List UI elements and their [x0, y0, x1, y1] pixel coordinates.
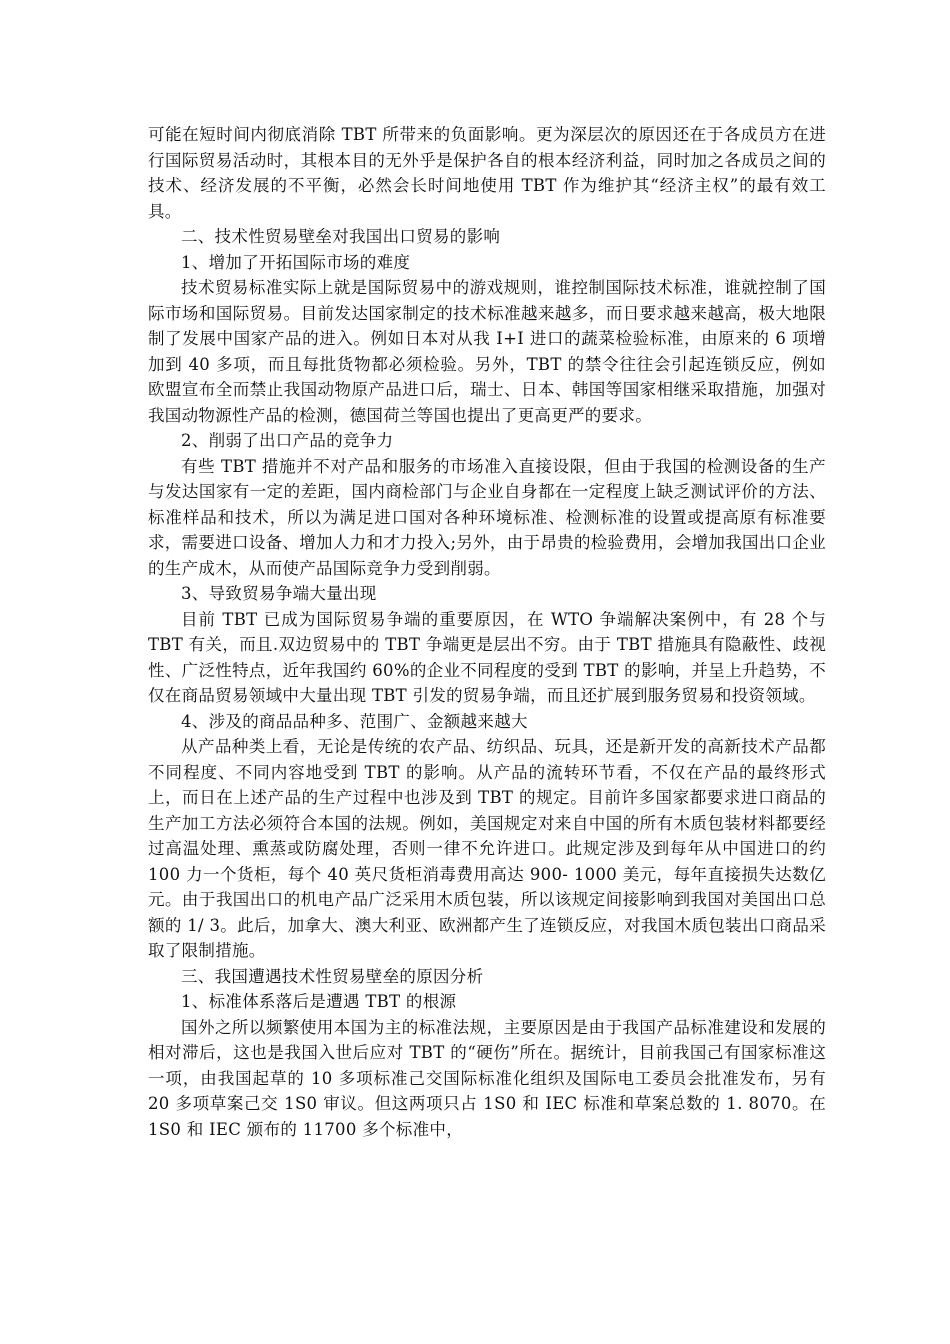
paragraph-2-3: 目前 TBT 已成为国际贸易争端的重要原因，在 WTO 争端解决案例中，有 28 个与 TBT 有关，而且.双边贸易中的 TBT 争端更是层出不穷。由于 TBT 措施具有隐蔽性、歧视性、广泛性特点，近年我国约 60%的企业不同程度的受到 TBT 的影响，并呈上升趋势，不仅在商品贸易领域中大量出现 TBT 引发的贸易争端，而且还扩展到服务贸易和投资领域。 — [148, 609, 826, 705]
subheading-2-3: 3、导致贸易争端大量出现 — [181, 584, 377, 603]
paragraph-2-4: 从产品种类上看，无论是传统的农产品、纺织品、玩具，还是新开发的高新技术产品都不同程度、不同内容地受到 TBT 的影响。从产品的流转环节看，不仅在产品的最终形式上，而日在上述产品的生产过程中也涉及到 TBT 的规定。目前许多国家都要求进口商品的生产加工方法必须符合本国的法规。例如，美国规定对来自中国的所有木质包装材料都要经过高温处理、熏蒸或防腐处理，否则一律不允许进口。此规定涉及到每年从中国进口的约 100 力一个货柜，每个 40 英尺货柜消毒费用高达 900- 1000 美元，每年直接损失达数亿元。由于我国出口的机电产品广泛采用木质包装，所以该规定间接影响到我国对美国出口总额的 1/ 3。此后，加拿大、澳大利亚、欧洲都产生了连锁反应，对我国木质包装出口商品采取了限制措施。 — [148, 737, 826, 960]
subheading-2-4: 4、涉及的商品品种多、范围广、金额越来越大 — [181, 711, 528, 731]
subheading-2-1: 1、增加了开拓国际市场的难度 — [181, 252, 411, 272]
paragraph-3-1: 国外之所以频繁使用本国为主的标准法规，主要原因是由于我国产品标准建设和发展的相对滞后，这也是我国入世后应对 TBT 的“硬伤”所在。据统计，目前我国己有国家标准这一项，由我国起草的 10 多项标准己交国际标准化组织及国际电工委员会批准发布，另有 20 多项草案己交 1S0 审议。但这两项只占 1S0 和 IEC 标准和草案总数的 1. 8070。在 1S0 和 IEC 颁布的 11700 多个标准中， — [148, 1017, 826, 1139]
paragraph-2-2: 有些 TBT 措施并不对产品和服务的市场准入直接设限，但由于我国的检测设备的生产与发达国家有一定的差距，国内商检部门与企业自身都在一定程度上缺乏测试评价的方法、标准样品和技术，所以为满足进口国对各种环境标准、检测标准的设置或提高原有标准要求，需要进口设备、增加人力和才力投入;另外，由于昂贵的检验费用，会增加我国出口企业的生产成木，从而使产品国际竞争力受到削弱。 — [148, 456, 826, 578]
paragraph-2-1: 技术贸易标准实际上就是国际贸易中的游戏规则，谁控制国际技术标准，谁就控制了国际市场和国际贸易。目前发达国家制定的技术标准越来越多，而日要求越来越高，极大地限制了发展中国家产品的进入。例如日本对从我 I+I 进口的蔬菜检验标准，由原来的 6 项增加到 40 多项，而且每批货物都必须检验。另外，TBT 的禁令往往会引起连锁反应，例如欧盟宣布全而禁止我国动物原产品进口后，瑞士、日本、韩国等国家相继采取措施，加强对我国动物源性产品的检测，德国荷兰等国也提出了更高更严的要求。 — [148, 278, 826, 425]
subheading-3-1: 1、标准体系落后是遭遇 TBT 的根源 — [181, 992, 457, 1011]
section-heading-2: 二、技术性贸易壁垒对我国出口贸易的影响 — [181, 227, 501, 246]
section-heading-3: 三、我国遭遇技术性贸易壁垒的原因分析 — [181, 966, 484, 986]
subheading-2-2: 2、削弱了出口产品的竞争力 — [181, 431, 394, 450]
document-body — [148, 122, 826, 1142]
paragraph-intro-continuation: 可能在短时间内彻底消除 TBT 所带来的负面影响。更为深层次的原因还在于各成员方在进行国际贸易活动时，其根本目的无外乎是保护各自的根本经济利益，同时加之各成员之间的技术、经济发展的不平衡，必然会长时间地使用 TBT 作为维护其“经济主权”的最有效工具。 — [148, 125, 826, 221]
